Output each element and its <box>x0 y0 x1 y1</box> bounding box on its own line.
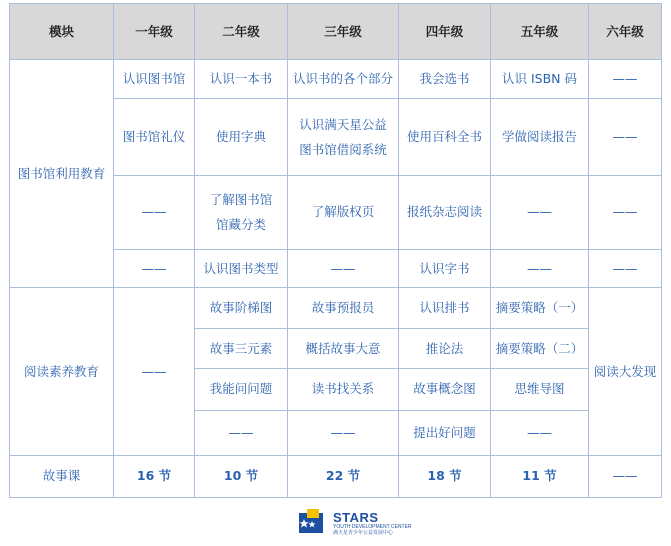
table-cell: 我能问问题 <box>195 369 288 411</box>
table-cell: —— <box>288 410 399 455</box>
table-cell: —— <box>589 455 662 497</box>
table-cell: 提出好问题 <box>399 410 491 455</box>
header-row <box>10 4 662 60</box>
logo-chinese-name: 满天星青少年公益发展中心 <box>333 529 394 536</box>
table-cell: 认识书的各个部分 <box>288 60 399 99</box>
module-reading: 阅读素养教育 <box>10 288 114 456</box>
table-cell: 认识一本书 <box>195 60 288 99</box>
table-cell: 使用字典 <box>195 98 288 175</box>
table-cell: 认识图书类型 <box>195 250 288 288</box>
table-row <box>10 60 662 99</box>
stars-logo <box>298 508 412 538</box>
logo-name: STARS <box>333 509 379 525</box>
header-cell: 一年级 <box>114 4 195 60</box>
table-cell: —— <box>114 250 195 288</box>
logo-mark-icon <box>298 508 328 538</box>
table-cell: 图书馆礼仪 <box>114 98 195 175</box>
table-cell: 22 节 <box>288 455 399 497</box>
module-story: 故事课 <box>10 455 114 497</box>
table-cell: —— <box>589 175 662 250</box>
table-cell: 认识满天星公益 图书馆借阅系统 <box>288 98 399 175</box>
table-cell: 报纸杂志阅读 <box>399 175 491 250</box>
table-cell: 11 节 <box>491 455 589 497</box>
table-row <box>10 455 662 497</box>
curriculum-table <box>9 3 662 498</box>
table-cell: 了解图书馆 馆藏分类 <box>195 175 288 250</box>
table-cell: —— <box>114 288 195 456</box>
table-cell: 了解版权页 <box>288 175 399 250</box>
table-cell: 认识 ISBN 码 <box>491 60 589 99</box>
table-cell: 故事概念图 <box>399 369 491 411</box>
module-library: 图书馆利用教育 <box>10 60 114 288</box>
table-cell: 故事阶梯图 <box>195 288 288 329</box>
logo-subtitle: YOUTH DEVELOPMENT CENTER <box>333 523 412 530</box>
table-cell: 概括故事大意 <box>288 329 399 369</box>
logo-text <box>333 511 412 536</box>
header-cell: 三年级 <box>288 4 399 60</box>
table-cell: 学做阅读报告 <box>491 98 589 175</box>
table-cell: —— <box>589 98 662 175</box>
table-cell: 使用百科全书 <box>399 98 491 175</box>
header-cell: 四年级 <box>399 4 491 60</box>
table-cell: 推论法 <box>399 329 491 369</box>
table-cell: 摘要策略（一） <box>491 288 589 329</box>
header-cell: 二年级 <box>195 4 288 60</box>
header-cell: 六年级 <box>589 4 662 60</box>
header-cell: 五年级 <box>491 4 589 60</box>
header-cell: 模块 <box>10 4 114 60</box>
table-cell: 18 节 <box>399 455 491 497</box>
table-cell: 10 节 <box>195 455 288 497</box>
table-cell: —— <box>288 250 399 288</box>
table-cell: 我会选书 <box>399 60 491 99</box>
table-cell: 阅读大发现 <box>589 288 662 456</box>
table-cell: —— <box>195 410 288 455</box>
table-cell: 故事预报员 <box>288 288 399 329</box>
table-cell: 故事三元素 <box>195 329 288 369</box>
table-cell: 认识排书 <box>399 288 491 329</box>
table-cell: —— <box>589 60 662 99</box>
table-cell: 16 节 <box>114 455 195 497</box>
table-row <box>10 288 662 329</box>
table-cell: —— <box>491 410 589 455</box>
table-cell: 认识图书馆 <box>114 60 195 99</box>
table-cell: 思维导图 <box>491 369 589 411</box>
table-cell: 认识字书 <box>399 250 491 288</box>
table-cell: —— <box>114 175 195 250</box>
table-cell: 摘要策略（二） <box>491 329 589 369</box>
table-cell: —— <box>491 175 589 250</box>
table-cell: —— <box>589 250 662 288</box>
table-cell: 读书找关系 <box>288 369 399 411</box>
table-cell: —— <box>491 250 589 288</box>
